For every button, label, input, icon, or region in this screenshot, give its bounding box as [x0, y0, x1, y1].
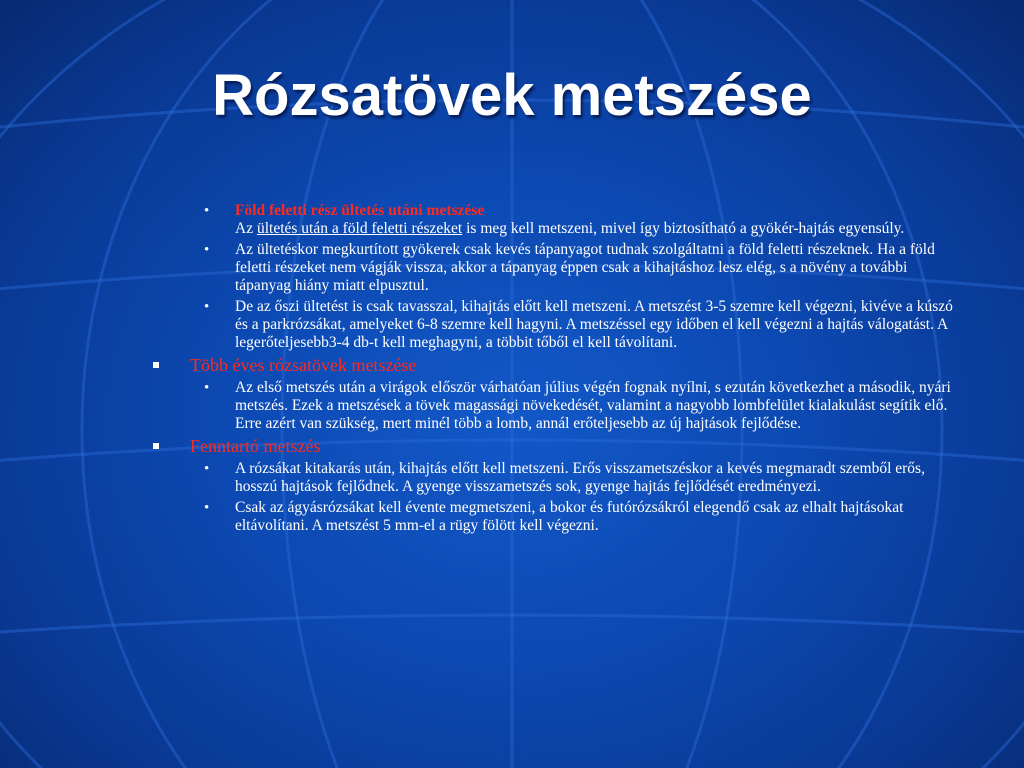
bullet-icon: •: [204, 500, 210, 516]
section-heading-fenntarto: [150, 436, 960, 456]
bullet-item: [204, 298, 960, 352]
section-heading-text: Fenntartó metszés: [190, 436, 321, 456]
bullet-text: A rózsákat kitakarás után, kihajtás előtt kell metszeni. Erős visszametszéskor a kevés megmaradt szemből erős, hosszú hajtások fejlődnek. A gyenge visszametszés sok, gyenge hajtás fejlődését eredményezi.: [235, 460, 925, 495]
bullet-icon: •: [204, 203, 210, 219]
bullet-heading: Föld feletti rész ültetés utáni metszése: [235, 202, 485, 219]
section-heading-text: Több éves rózsatövek metszése: [190, 355, 417, 375]
square-bullet-icon: [153, 362, 159, 368]
bullet-icon: •: [204, 242, 210, 258]
bullet-icon: •: [204, 299, 210, 315]
bullet-item: [204, 499, 960, 535]
bullet-text: De az őszi ültetést is csak tavasszal, kihajtás előtt kell metszeni. A metszést 3-5 szemre kell végezni, kivéve a kúszó és a parkrózsákat, amelyeket 6-8 szemre kell hagyni. A metszéssel egy időben el kell végezni a hajtás válogatást. A legerőteljesebb3-4 db-t kell meghagyni, a többit tőből el kell távolítani.: [235, 298, 953, 351]
bullet-item: [204, 202, 960, 238]
bullet-item: [204, 460, 960, 496]
bullet-icon: •: [204, 380, 210, 396]
bullet-text: Az első metszés után a virágok először várhatóan július végén fognak nyílni, s ezután következhet a második, nyári metszés. Ezek a metszések a tövek magassági növekedését, valamint a nagyobb lombfelület kialakulást segítik elő. Erre azért van szükség, mert minél több a lomb, annál erőteljesebb az új hajtások fejlődése.: [235, 379, 951, 432]
slide-title: Rózsatövek metszése: [212, 63, 812, 128]
slide-content: [150, 202, 960, 538]
bullet-text-link[interactable]: ültetés után a föld feletti részeket: [256, 220, 463, 237]
square-bullet-icon: [153, 443, 159, 449]
bullet-text-suffix: is meg kell metszeni, mivel így biztosítható a gyökér-hajtás egyensúly.: [462, 220, 905, 237]
bullet-text: Csak az ágyásrózsákat kell évente megmetszeni, a bokor és futórózsákról elegendő csak az elhalt hajtásokat eltávolítani. A metszést 5 mm-el a rügy fölött kell végezni.: [235, 499, 904, 534]
section-heading-tobb-eves: [150, 355, 960, 375]
bullet-item: [204, 241, 960, 295]
bullet-item: [204, 379, 960, 433]
bullet-text: Az ültetéskor megkurtított gyökerek csak kevés tápanyagot tudnak szolgáltatni a föld feletti részeknek. Ha a föld feletti részeket nem vágják vissza, akkor a tápanyag éppen csak a kihajtáshoz lesz elég, s a növény a további tápanyag hiány miatt elpusztul.: [235, 241, 935, 294]
bullet-text-prefix: Az: [235, 220, 257, 237]
bullet-icon: •: [204, 461, 210, 477]
